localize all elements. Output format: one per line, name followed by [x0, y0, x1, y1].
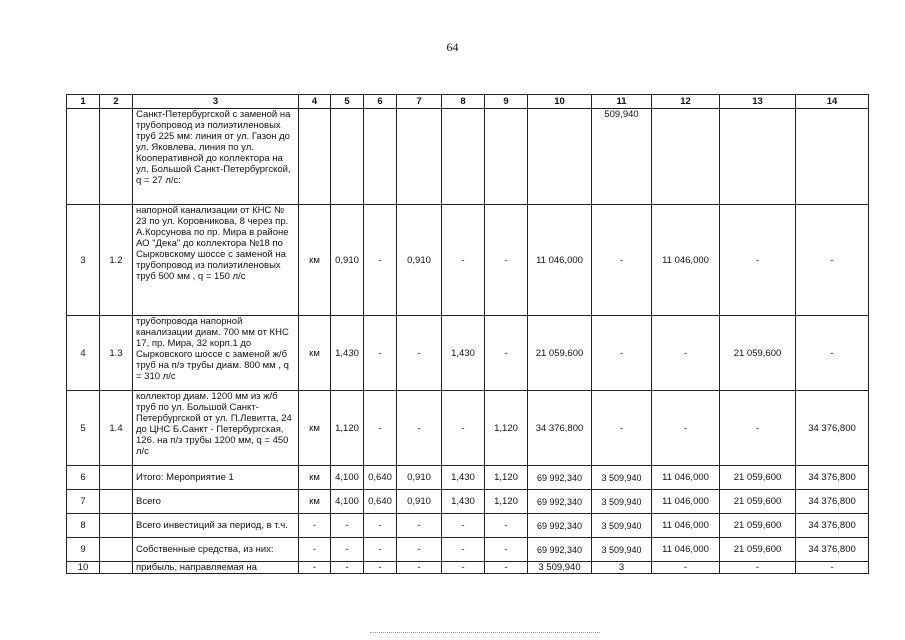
- header-row: [67, 95, 869, 109]
- table-cell: -: [331, 562, 364, 574]
- table-row: [67, 316, 869, 391]
- table-cell: -: [364, 205, 397, 316]
- table-cell: 11 046,000: [652, 205, 720, 316]
- table-cell: 69 992,340: [528, 466, 592, 490]
- table-cell: -: [364, 514, 397, 538]
- table-cell: -: [364, 316, 397, 391]
- table-cell: -: [485, 514, 528, 538]
- table-cell-description: напорной канализации от КНС № 23 по ул. Коровникова, 8 через пр. А.Корсунова по пр. Мира в районе АО "Дека" до коллектора №18 по Сырковскому шоссе с заменой на трубопровод из полиэтиленовых труб 500 мм , q = 150 л/с: [133, 205, 299, 316]
- table-cell: -: [720, 391, 796, 466]
- table-cell: -: [442, 391, 485, 466]
- table-cell: -: [652, 391, 720, 466]
- table-cell: 3: [592, 562, 652, 574]
- table-cell: [100, 466, 133, 490]
- table-cell: 69 992,340: [528, 490, 592, 514]
- table-cell: [720, 109, 796, 205]
- table-cell: [652, 109, 720, 205]
- table-cell-description: Итого: Мероприятие 1: [133, 466, 299, 490]
- table-cell: -: [331, 514, 364, 538]
- table-cell: 34 376,800: [796, 490, 869, 514]
- table-cell: 34 376,800: [796, 538, 869, 562]
- table-cell: [100, 538, 133, 562]
- table-cell: 4,100: [331, 490, 364, 514]
- table-cell: 509,940: [592, 109, 652, 205]
- table-cell: [442, 109, 485, 205]
- table-cell: 34 376,800: [796, 391, 869, 466]
- header-cell: 1: [67, 95, 100, 109]
- table-cell: 1.3: [100, 316, 133, 391]
- table-cell: 34 376,800: [528, 391, 592, 466]
- table-cell: 4: [67, 316, 100, 391]
- table-cell: 1,120: [331, 391, 364, 466]
- table-cell: 21 059,600: [720, 538, 796, 562]
- table-cell: -: [397, 391, 442, 466]
- table-cell-description: коллектор диам. 1200 мм из ж/б труб по ул. Большой Санкт-Петербургской от ул. П.Левитта, 24 до ЦНС Б.Санкт - Петербургская, 126. на п/з трубы 1200 мм, q = 450 л/с: [133, 391, 299, 466]
- header-cell: 2: [100, 95, 133, 109]
- table-cell: [100, 514, 133, 538]
- table-cell: км: [299, 466, 331, 490]
- table-cell: 11 046,000: [652, 466, 720, 490]
- table-cell: 9: [67, 538, 100, 562]
- header-cell: 4: [299, 95, 331, 109]
- header-cell: 13: [720, 95, 796, 109]
- table-cell: -: [442, 562, 485, 574]
- table-cell: -: [364, 562, 397, 574]
- table-cell: -: [364, 538, 397, 562]
- table-row: [67, 466, 869, 490]
- table-cell: 21 059,600: [720, 316, 796, 391]
- table-cell-description: прибыль, направляемая на: [133, 562, 299, 574]
- table-cell: 1,120: [485, 466, 528, 490]
- table-cell: -: [652, 562, 720, 574]
- table-cell: [100, 562, 133, 574]
- page-number: 64: [446, 40, 459, 54]
- table-cell: 4,100: [331, 466, 364, 490]
- table-cell: 1.2: [100, 205, 133, 316]
- table-cell: 11 046,000: [652, 538, 720, 562]
- table-cell: -: [485, 316, 528, 391]
- table-cell: -: [592, 316, 652, 391]
- table-cell: 3: [67, 205, 100, 316]
- table-cell: 11 046,000: [652, 490, 720, 514]
- table-cell: -: [485, 562, 528, 574]
- table-cell-description: Собственные средства, из них:: [133, 538, 299, 562]
- table-cell: -: [442, 538, 485, 562]
- table-cell: 34 376,800: [796, 514, 869, 538]
- table-cell: 1.4: [100, 391, 133, 466]
- table-cell-description: Санкт-Петербургской с заменой на трубопровод из полиэтиленовых труб 225 мм: линия от ул. Газон до ул. Яковлева, линия по ул. Кооперативной до коллектора на ул. Большой Санкт-Петербургской, q = 27 л/с:: [133, 109, 299, 205]
- table-cell: 34 376,800: [796, 466, 869, 490]
- table-cell: 0,910: [397, 205, 442, 316]
- table-cell: -: [397, 514, 442, 538]
- table-cell: 1,120: [485, 391, 528, 466]
- table-cell: км: [299, 316, 331, 391]
- table-cell: 21 059,600: [720, 466, 796, 490]
- table-cell: 3 509,940: [592, 490, 652, 514]
- table-cell: -: [720, 205, 796, 316]
- table-cell: -: [485, 205, 528, 316]
- table-cell: -: [397, 538, 442, 562]
- table-row: [67, 562, 869, 574]
- header-cell: 10: [528, 95, 592, 109]
- table-cell: -: [299, 562, 331, 574]
- table-cell: [397, 109, 442, 205]
- table-cell: 10: [67, 562, 100, 574]
- table-cell-description: трубопровода напорной канализации диам. 700 мм от КНС 17, пр. Мира, 32 корп.1 до Сырковского шоссе с заменой ж/б труб на п/э трубы диам. 800 мм , q = 310 л/с: [133, 316, 299, 391]
- table-cell: 0,910: [397, 466, 442, 490]
- table-row: [67, 205, 869, 316]
- table-cell: 1,430: [442, 490, 485, 514]
- header-cell: 9: [485, 95, 528, 109]
- table-cell: 69 992,340: [528, 538, 592, 562]
- table-cell: -: [796, 316, 869, 391]
- header-cell: 5: [331, 95, 364, 109]
- table-cell: -: [331, 538, 364, 562]
- table-cell: 7: [67, 490, 100, 514]
- header-cell: 7: [397, 95, 442, 109]
- table-cell: 11 046,000: [528, 205, 592, 316]
- table-cell: 5: [67, 391, 100, 466]
- table-cell: [100, 490, 133, 514]
- table-cell: [299, 109, 331, 205]
- table-cell: -: [397, 562, 442, 574]
- table-cell: 1,120: [485, 490, 528, 514]
- table-cell: 0,910: [397, 490, 442, 514]
- table-cell: -: [720, 562, 796, 574]
- table-cell: 0,640: [364, 490, 397, 514]
- table-cell: 3 509,940: [528, 562, 592, 574]
- table-row: [67, 538, 869, 562]
- table-cell: км: [299, 205, 331, 316]
- header-cell: 6: [364, 95, 397, 109]
- table-cell-description: Всего: [133, 490, 299, 514]
- table-cell: [528, 109, 592, 205]
- table-cell: [100, 109, 133, 205]
- table-cell: [796, 109, 869, 205]
- table-cell: 8: [67, 514, 100, 538]
- table-cell: [485, 109, 528, 205]
- header-cell: 12: [652, 95, 720, 109]
- table-cell: -: [397, 316, 442, 391]
- table-cell-description: Всего инвестиций за период, в т.ч.: [133, 514, 299, 538]
- table-cell: -: [652, 316, 720, 391]
- table-cell: -: [485, 538, 528, 562]
- table-cell: 69 992,340: [528, 514, 592, 538]
- table-cell: 3 509,940: [592, 538, 652, 562]
- table-cell: 1,430: [331, 316, 364, 391]
- table-cell: 3 509,940: [592, 466, 652, 490]
- table-cell: 0,640: [364, 466, 397, 490]
- table-row: [67, 391, 869, 466]
- header-cell: 8: [442, 95, 485, 109]
- table-cell: -: [299, 514, 331, 538]
- header-cell: 14: [796, 95, 869, 109]
- table-cell: 21 059,600: [720, 514, 796, 538]
- table-cell: 11 046,000: [652, 514, 720, 538]
- table-cell: -: [364, 391, 397, 466]
- header-cell: 11: [592, 95, 652, 109]
- table-cell: -: [442, 205, 485, 316]
- scan-artifact-line: [370, 632, 600, 634]
- table-cell: -: [796, 562, 869, 574]
- table-cell: [67, 109, 100, 205]
- table-row: [67, 109, 869, 205]
- table-cell: 1,430: [442, 316, 485, 391]
- table-cell: 0,910: [331, 205, 364, 316]
- table-row: [67, 490, 869, 514]
- table-cell: 21 059,600: [528, 316, 592, 391]
- header-cell: 3: [133, 95, 299, 109]
- table-cell: -: [299, 538, 331, 562]
- table-row: [67, 514, 869, 538]
- table-cell: 21 059,600: [720, 490, 796, 514]
- table-cell: [364, 109, 397, 205]
- table-cell: [331, 109, 364, 205]
- table-cell: 1,430: [442, 466, 485, 490]
- table-cell: -: [442, 514, 485, 538]
- investment-table: [66, 94, 869, 574]
- table-cell: км: [299, 391, 331, 466]
- table-cell: км: [299, 490, 331, 514]
- table-cell: -: [796, 205, 869, 316]
- table-cell: 6: [67, 466, 100, 490]
- table-cell: -: [592, 205, 652, 316]
- table-cell: -: [592, 391, 652, 466]
- table-cell: 3 509,940: [592, 514, 652, 538]
